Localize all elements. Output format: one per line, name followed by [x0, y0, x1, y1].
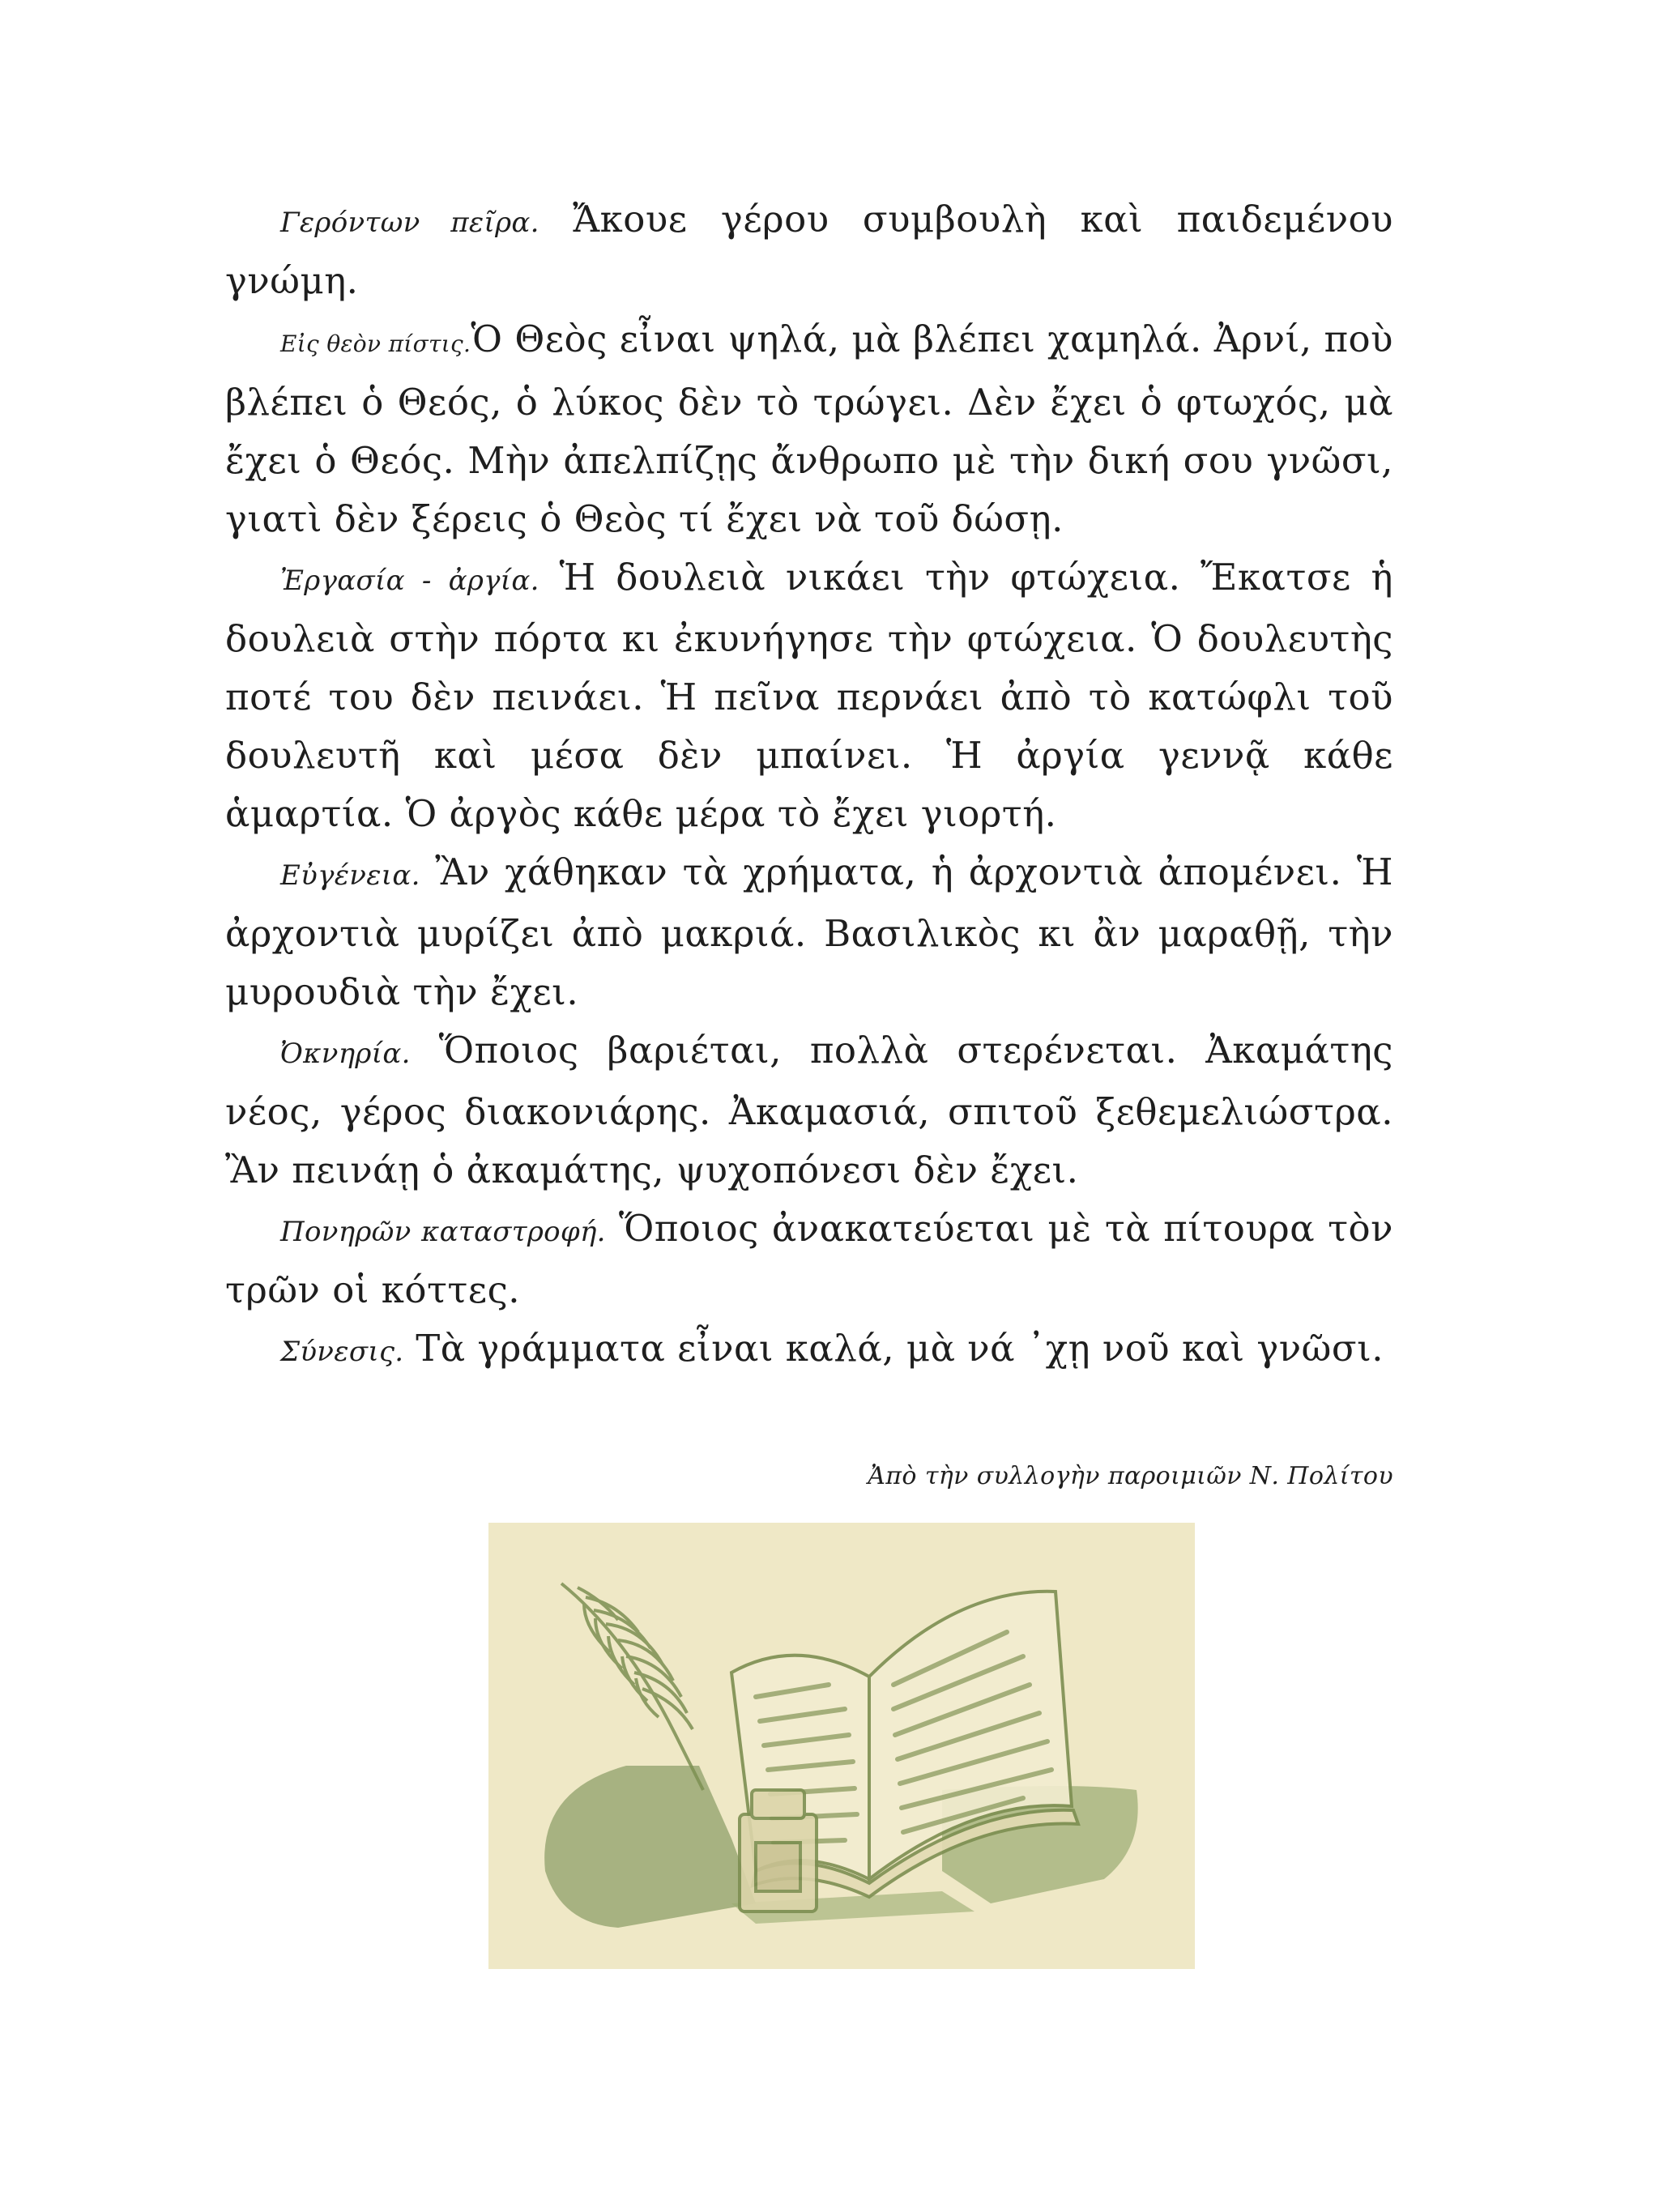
proverbs-text — [225, 190, 1393, 1381]
proverb-entry — [225, 843, 1393, 1021]
proverb-entry — [225, 310, 1393, 548]
entry-heading: Εὐγένεια. — [280, 859, 420, 892]
source-attribution: Ἀπὸ τὴν συλλογὴν παροιμιῶν Ν. Πολίτου — [868, 1462, 1393, 1490]
entry-text: Ἄκουε γέρου συμβουλὴ καὶ παιδεμένου γνώμη. — [225, 198, 1394, 302]
entry-text: Ὅποιος ἀνακατεύεται μὲ τὰ πίτουρα τὸν τρῶν οἱ κόττες. — [225, 1207, 1393, 1311]
proverb-entry — [225, 1200, 1393, 1319]
entry-text: Ὅποιος βαριέται, πολλὰ στερένεται. Ἀκαμάτης νέος, γέρος διακονιάρης. Ἀκαμασιά, σπιτοῦ ξεθεμελιώστρα. Ἂν πεινάῃ ὁ ἀκαμάτης, ψυχοπόνεσι δὲν ἔχει. — [225, 1029, 1393, 1191]
proverb-entry — [225, 548, 1393, 843]
proverb-entry — [225, 1319, 1393, 1381]
entry-heading: Ὀκνηρία. — [280, 1038, 411, 1070]
book-quill-inkwell-drawing — [488, 1523, 1195, 1969]
proverb-entry — [225, 1021, 1393, 1200]
entry-heading: Εἰς θεὸν πίστις. — [280, 330, 471, 357]
entry-text: Τὰ γράμματα εἶναι καλά, μὰ νά ᾽χῃ νοῦ καὶ γνῶσι. — [403, 1327, 1384, 1370]
entry-heading: Σύνεσις. — [280, 1336, 404, 1368]
entry-text: Ἡ δουλειὰ νικάει τὴν φτώχεια. Ἔκατσε ἡ δουλειὰ στὴν πόρτα κι ἐκυνήγησε τὴν φτώχεια. Ὁ δουλευτὴς ποτέ του δὲν πεινάει. Ἡ πεῖνα περνάει ἀπὸ τὸ κατώφλι τοῦ δουλευτῆ καὶ μέσα δὲν μπαίνει. Ἡ ἀργία γεννᾷ κάθε ἁμαρτία. Ὁ ἀργὸς κάθε μέρα τὸ ἔχει γιορτή. — [225, 556, 1393, 835]
entry-text: Ἂν χάθηκαν τὰ χρήματα, ἡ ἀρχοντιὰ ἀπομένει. Ἡ ἀρχοντιὰ μυρίζει ἀπὸ μακριά. Βασιλικὸς κι ἂν μαραθῇ, τὴν μυρουδιὰ τὴν ἔχει. — [225, 850, 1393, 1013]
entry-heading: Γερόντων πεῖρα. — [280, 207, 539, 239]
entry-text: Ὁ Θεὸς εἶναι ψηλά, μὰ βλέπει χαμηλά. Ἀρνί, ποὺ βλέπει ὁ Θεός, ὁ λύκος δὲν τὸ τρώγει. Δὲν ἔχει ὁ φτωχός, μὰ ἔχει ὁ Θεός. Μὴν ἀπελπίζῃς ἄνθρωπο μὲ τὴν δική σου γνῶσι, γιατὶ δὲν ξέρεις ὁ Θεὸς τί ἔχει νὰ τοῦ δώσῃ. — [225, 318, 1393, 540]
entry-heading: Ἐργασία - ἀργία. — [280, 565, 539, 597]
book-and-quill-illustration — [488, 1523, 1195, 1969]
entry-heading: Πονηρῶν καταστροφή. — [280, 1216, 606, 1248]
proverb-entry — [225, 190, 1393, 310]
